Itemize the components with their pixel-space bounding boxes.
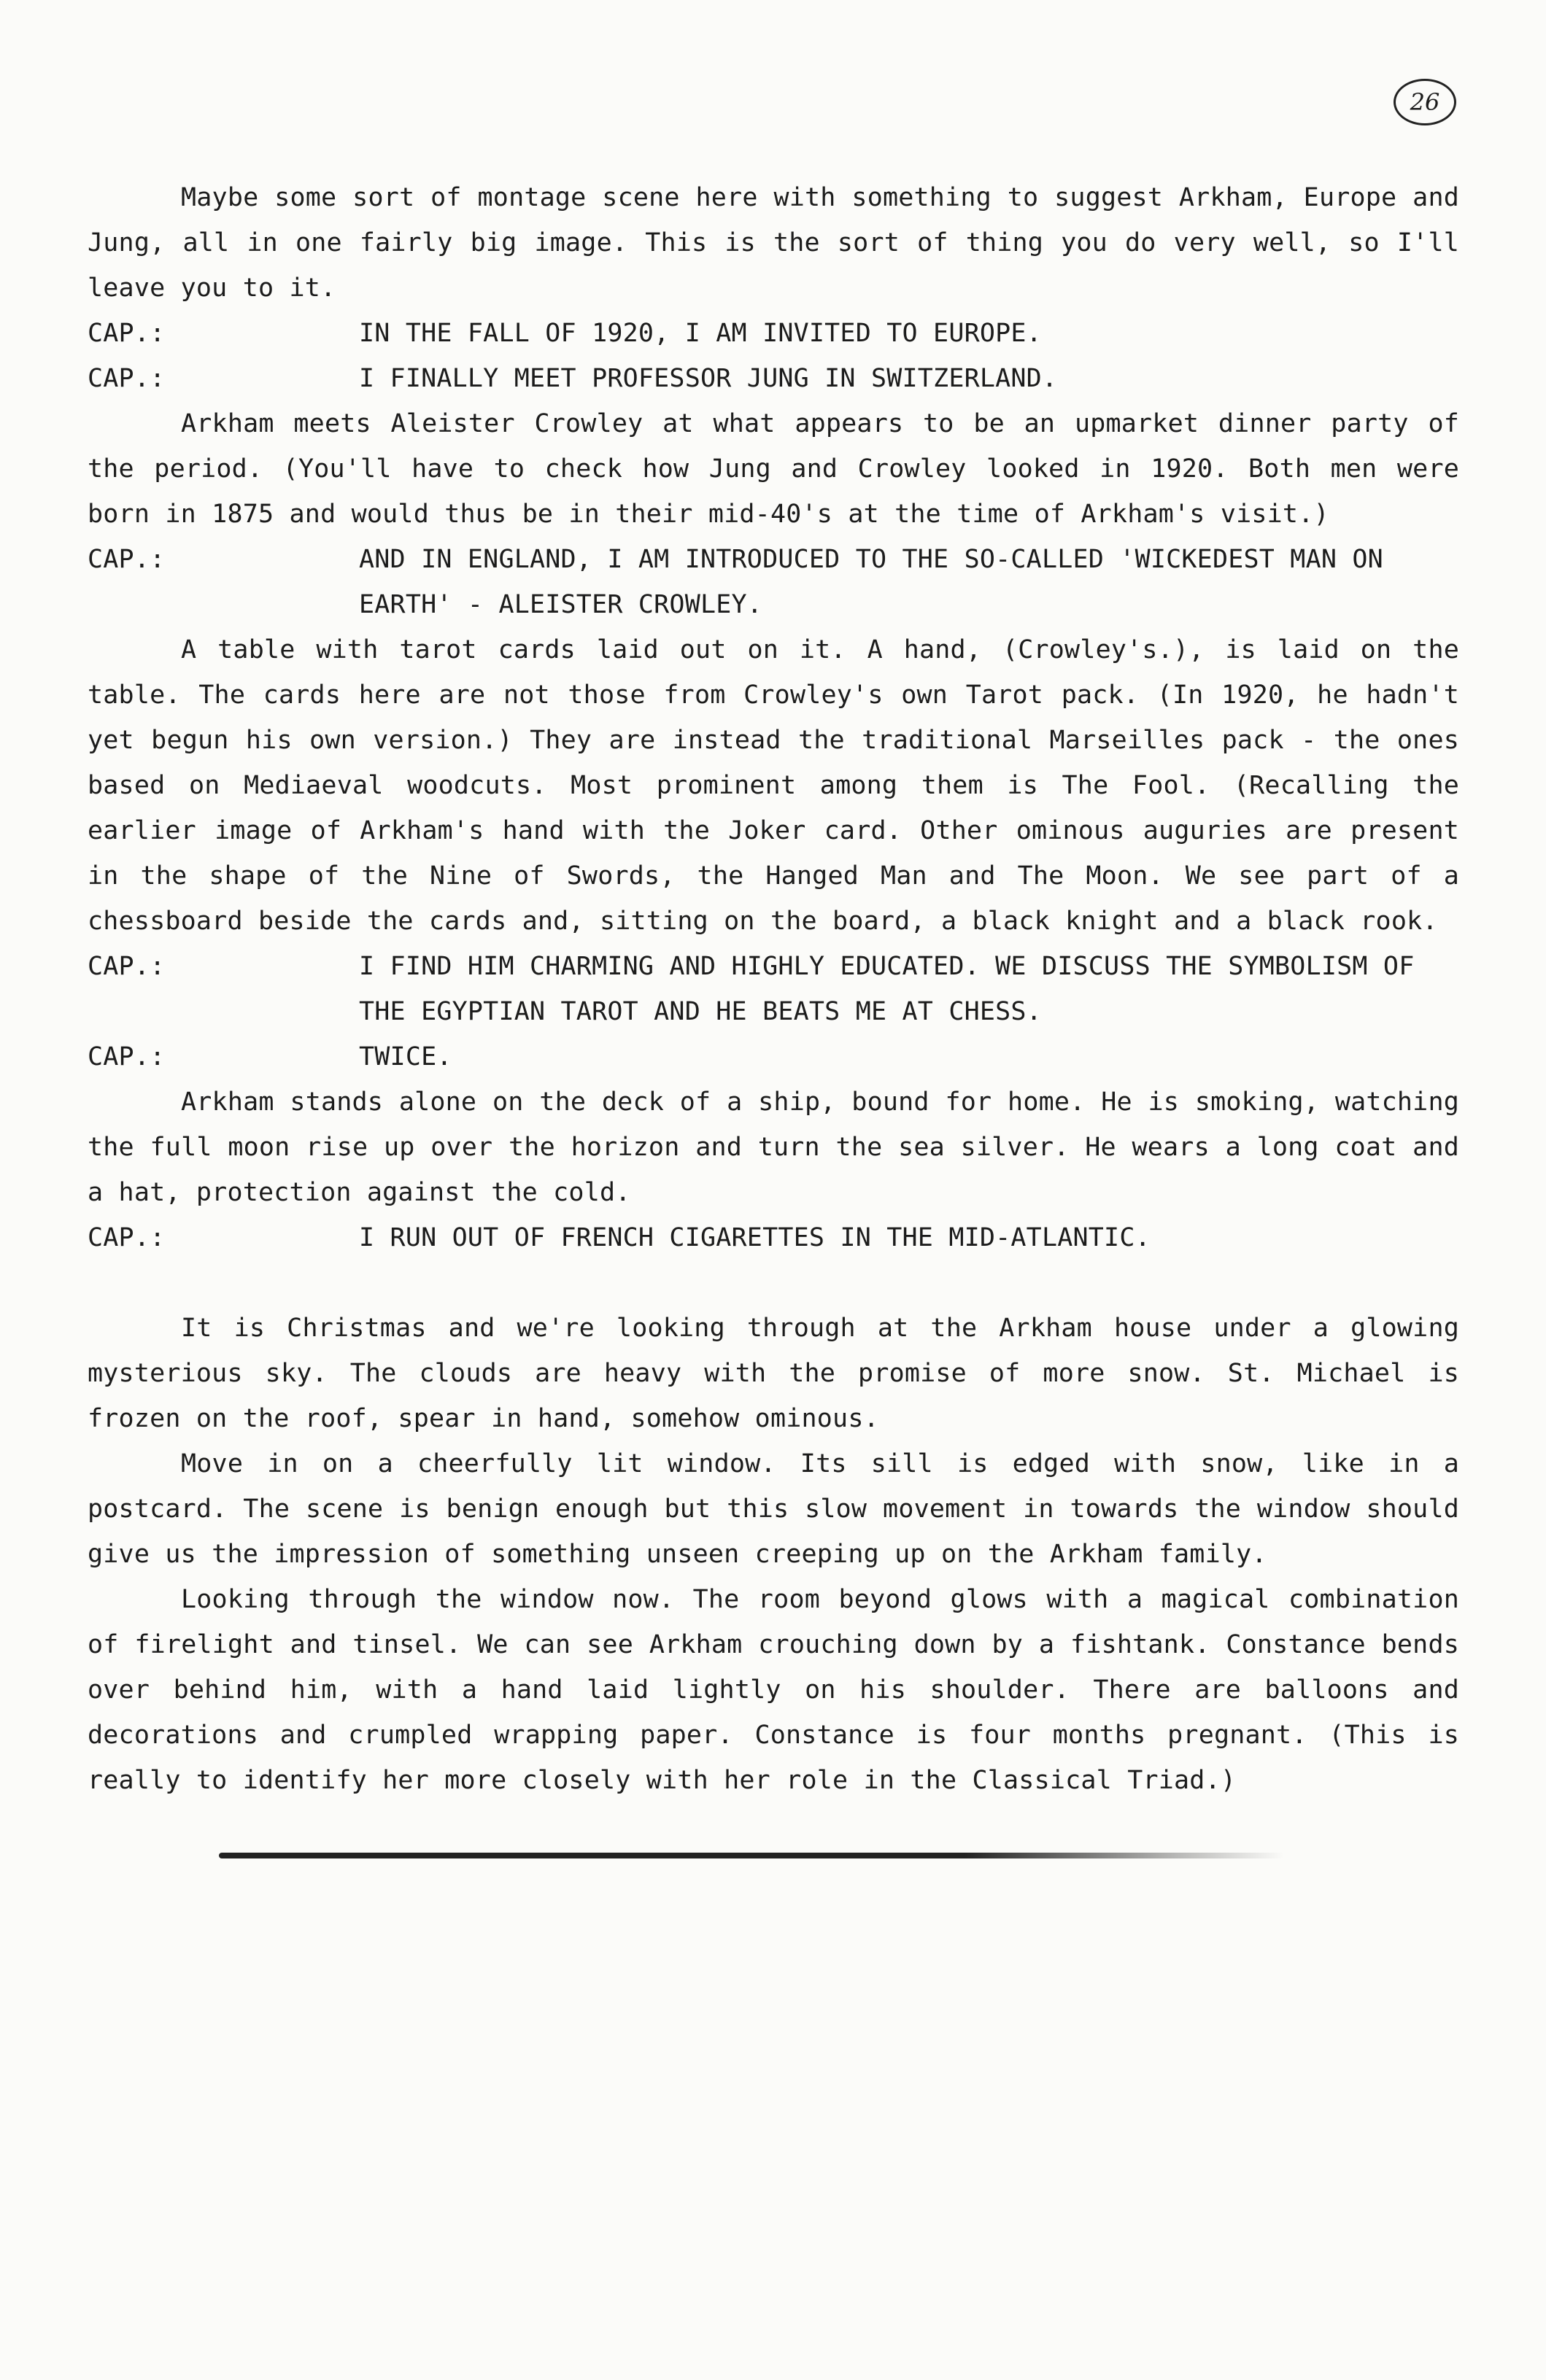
- page-number: 26: [1394, 79, 1456, 125]
- caption-text: I FIND HIM CHARMING AND HIGHLY EDUCATED. WE DISCUSS THE SYMBOLISM OF THE EGYPTIAN TAROT AND HE BEATS ME AT CHESS.: [359, 952, 1415, 1026]
- caption-line: [88, 1215, 1459, 1260]
- caption-line: [88, 1034, 1459, 1079]
- end-divider: [219, 1853, 1284, 1858]
- caption-line: [88, 356, 1459, 401]
- caption-label: CAP.:: [88, 319, 166, 348]
- caption-line: [88, 944, 1459, 1034]
- paragraph: Arkham stands alone on the deck of a ship, bound for home. He is smoking, watching the full moon rise up over the horizon and turn the sea silver. He wears a long coat and a hat, protection against the cold.: [88, 1088, 1459, 1207]
- caption-text: I FINALLY MEET PROFESSOR JUNG IN SWITZERLAND.: [359, 364, 1058, 393]
- paragraph: It is Christmas and we're looking through at the Arkham house under a glowing mysterious sky. The clouds are heavy with the promise of more snow. St. Michael is frozen on the roof, spear in hand, somehow ominous.: [88, 1314, 1459, 1433]
- paragraph: A table with tarot cards laid out on it. A hand, (Crowley's.), is laid on the table. The cards here are not those from Crowley's own Tarot pack. (In 1920, he hadn't yet begun his own version.) They are instead the traditional Marseilles pack - the ones based on Mediaeval woodcuts. Most prominent among them is The Fool. (Recalling the earlier image of Arkham's hand with the Joker card. Other ominous auguries are present in the shape of the Nine of Swords, the Hanged Man and The Moon. We see part of a chessboard beside the cards and, sitting on the board, a black knight and a black rook.: [88, 635, 1459, 936]
- caption-label: CAP.:: [88, 1042, 166, 1071]
- paragraph: Looking through the window now. The room beyond glows with a magical combination of firelight and tinsel. We can see Arkham crouching down by a fishtank. Constance bends over behind him, with a hand laid lightly on his shoulder. There are balloons and decorations and crumpled wrapping paper. Constance is four months pregnant. (This is really to identify her more closely with her role in the Classical Triad.): [88, 1585, 1459, 1795]
- caption-text: AND IN ENGLAND, I AM INTRODUCED TO THE SO-CALLED 'WICKEDEST MAN ON EARTH' - ALEISTER CROWLEY.: [359, 545, 1383, 619]
- section-break: [88, 1260, 1459, 1306]
- caption-line: [88, 537, 1459, 627]
- caption-text: IN THE FALL OF 1920, I AM INVITED TO EUROPE.: [359, 319, 1042, 348]
- caption-line: [88, 311, 1459, 356]
- caption-text: TWICE.: [359, 1042, 452, 1071]
- caption-text: I RUN OUT OF FRENCH CIGARETTES IN THE MID-ATLANTIC.: [359, 1223, 1151, 1252]
- script-text: [88, 175, 1459, 1803]
- caption-label: CAP.:: [88, 545, 166, 574]
- caption-label: CAP.:: [88, 1223, 166, 1252]
- caption-label: CAP.:: [88, 952, 166, 981]
- paragraph: Arkham meets Aleister Crowley at what appears to be an upmarket dinner party of the period. (You'll have to check how Jung and Crowley looked in 1920. Both men were born in 1875 and would thus be in their mid-40's at the time of Arkham's visit.): [88, 409, 1459, 529]
- paragraph: Maybe some sort of montage scene here with something to suggest Arkham, Europe and Jung, all in one fairly big image. This is the sort of thing you do very well, so I'll leave you to it.: [88, 183, 1459, 303]
- paragraph: Move in on a cheerfully lit window. Its sill is edged with snow, like in a postcard. The scene is benign enough but this slow movement in towards the window should give us the impression of something unseen creeping up on the Arkham family.: [88, 1449, 1459, 1569]
- caption-label: CAP.:: [88, 364, 166, 393]
